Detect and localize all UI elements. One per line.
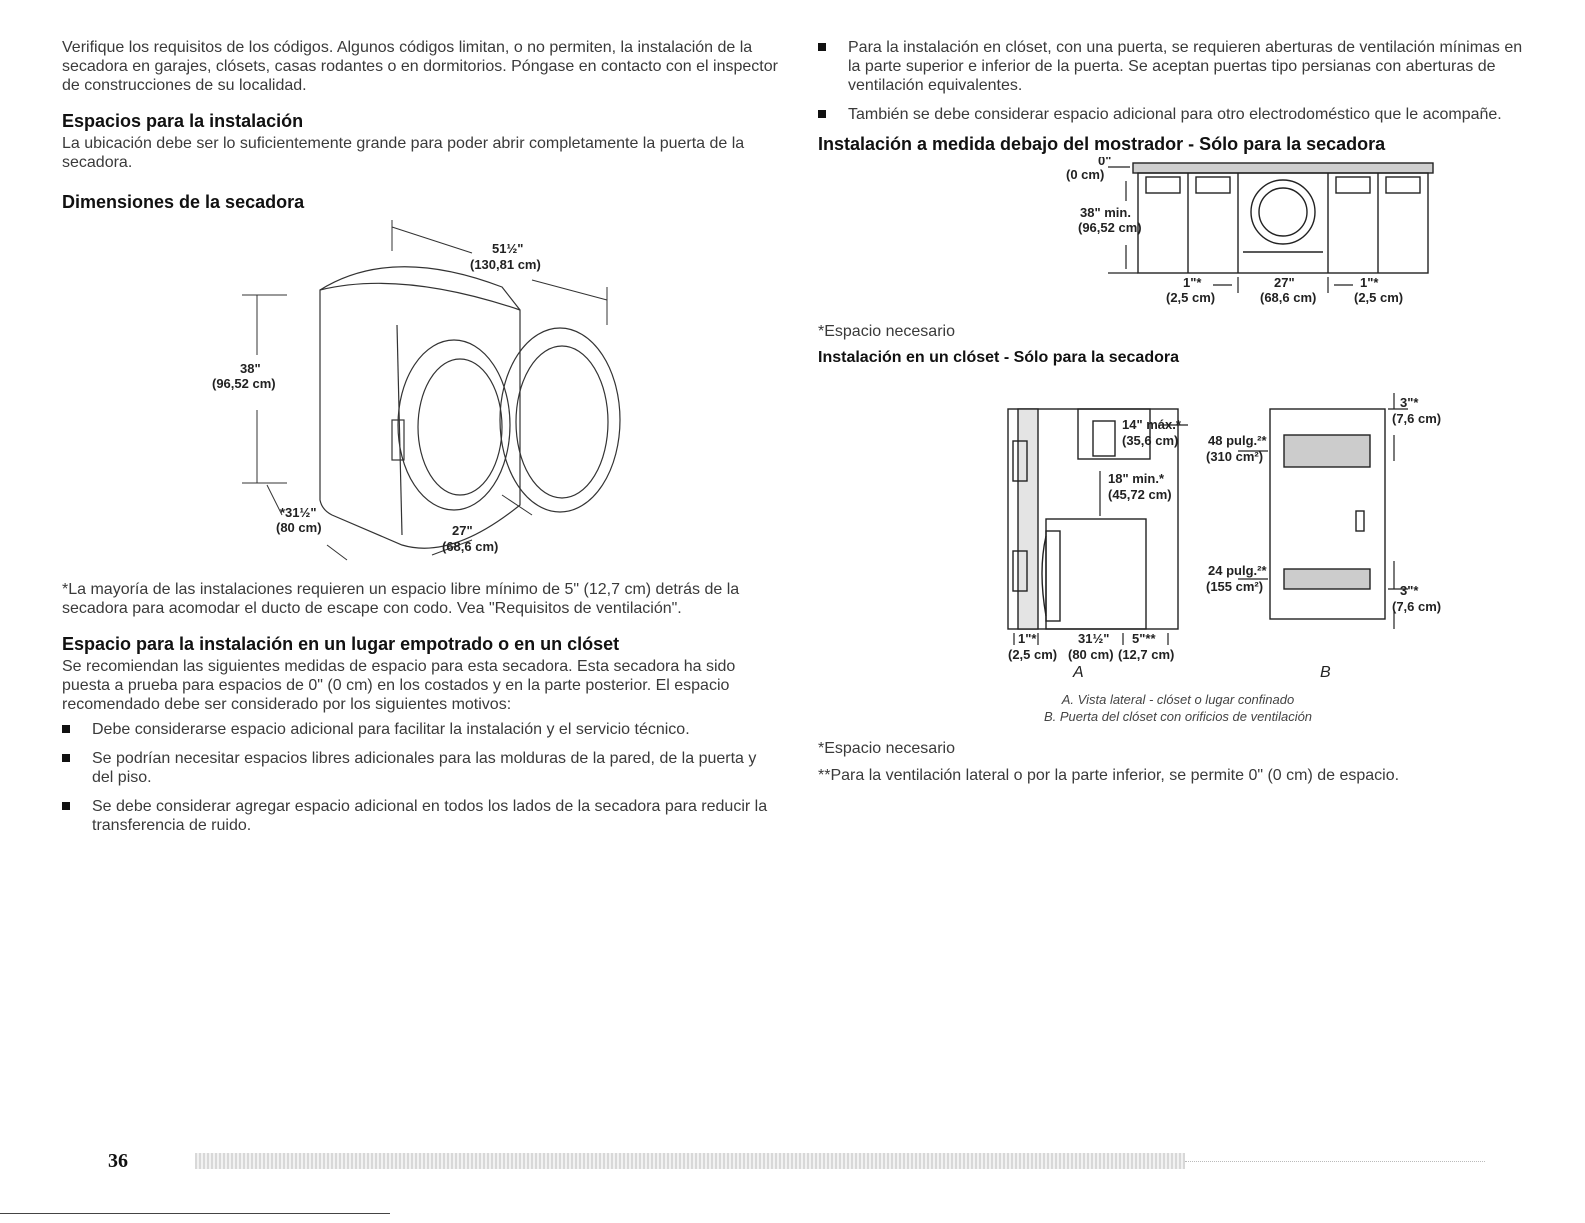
- dim-width: 27": [452, 523, 473, 538]
- cl-3-bottom: 3"*: [1400, 583, 1419, 598]
- dim-depth-cm: (80 cm): [276, 520, 322, 535]
- cl-bottom-31: 31½": [1078, 631, 1110, 646]
- closet-note-2: **Para la ventilación lateral o por la parte inferior, se permite 0" (0 cm) de espacio.: [818, 767, 1400, 784]
- left-column: [62, 38, 782, 845]
- list-item: Se podrían necesitar espacios libres adicionales para las molduras de la pared, de la puerta y del piso.: [62, 749, 782, 787]
- uc-side-right-cm: (2,5 cm): [1354, 290, 1404, 305]
- cl-top-max: 14" máx.*: [1122, 417, 1181, 432]
- uc-height: 38" min.: [1080, 205, 1131, 220]
- uc-top-cm: (0 cm): [1066, 167, 1105, 182]
- cl-bottom-5: 5"**: [1132, 631, 1156, 646]
- label-a: A: [1073, 664, 1084, 681]
- recess-paragraph: Se recomiendan las siguientes medidas de espacio para esta secadora. Esta secadora ha sido puesta a prueba para espacios de 0" (0 cm) en los costados y en la parte posterior. El espacio recomendado debe ser considerado por los siguientes motivos:: [62, 658, 736, 713]
- cl-3-top: 3"*: [1400, 395, 1419, 410]
- label-b: B: [1320, 664, 1331, 681]
- cl-bottom-5-cm: (12,7 cm): [1118, 647, 1175, 662]
- cl-bottom-1: 1"*: [1018, 631, 1037, 646]
- list-item: Para la instalación en clóset, con una puerta, se requieren aberturas de ventilación mínimas en la parte superior e inferior de la puerta. Se aceptan puertas tipo persianas con aberturas de ventilación equivalentes.: [818, 38, 1538, 95]
- intro-paragraph: Verifique los requisitos de los códigos. Algunos códigos limitan, o no permiten, la instalación de la secadora en garajes, clósets, casas rodantes o en dormitorios. Póngase en contacto con el inspector de construcciones de su localidad.: [62, 39, 778, 94]
- undercounter-figure: [898, 157, 1458, 322]
- dim-depth: *31½": [280, 505, 317, 520]
- page-number: 36: [108, 1150, 128, 1172]
- spaces-paragraph: La ubicación debe ser lo suficientemente grande para poder abrir completamente la puerta de la secadora.: [62, 135, 745, 171]
- cl-top-max-cm: (35,6 cm): [1122, 433, 1179, 448]
- cl-min: 18" min.*: [1108, 471, 1165, 486]
- list-item: También se debe considerar espacio adicional para otro electrodoméstico que le acompañe.: [818, 105, 1538, 124]
- closet-heading: Instalación en un clóset - Sólo para la secadora: [818, 349, 1179, 366]
- cl-bottom-31-cm: (80 cm): [1068, 647, 1114, 662]
- cl-vent-bottom: 24 pulg.²*: [1208, 563, 1267, 578]
- undercounter-note: *Espacio necesario: [818, 323, 955, 340]
- caption-b: B. Puerta del clóset con orificios de ventilación: [1043, 709, 1313, 724]
- uc-side-right: 1"*: [1360, 275, 1379, 290]
- list-item: Debe considerarse espacio adicional para facilitar la instalación y el servicio técnico.: [62, 720, 782, 739]
- uc-height-cm: (96,52 cm): [1078, 220, 1142, 235]
- uc-side-left: 1"*: [1183, 275, 1202, 290]
- dim-height: 38": [240, 361, 261, 376]
- closet-bullet-list: [818, 38, 1538, 124]
- uc-top: 0": [1098, 157, 1112, 168]
- dryer-dimensions-figure: [202, 215, 642, 570]
- footer-decorative-bar: [195, 1153, 1185, 1169]
- dim-height-cm: (96,52 cm): [212, 376, 276, 391]
- dim-open-depth: 51½": [492, 241, 524, 256]
- recess-bullet-list: [62, 720, 782, 835]
- undercounter-heading: Instalación a medida debajo del mostrador - Sólo para la secadora: [818, 134, 1386, 154]
- spaces-heading: Espacios para la instalación: [62, 111, 304, 131]
- closet-note-1: *Espacio necesario: [818, 740, 955, 757]
- list-item: Se debe considerar agregar espacio adicional en todos los lados de la secadora para reducir la transferencia de ruido.: [62, 797, 782, 835]
- dim-width-cm: (68,6 cm): [442, 539, 499, 554]
- right-column: [818, 38, 1538, 785]
- dim-open-depth-cm: (130,81 cm): [470, 257, 541, 272]
- cl-bottom-1-cm: (2,5 cm): [1008, 647, 1058, 662]
- cl-vent-top-cm: (310 cm²): [1206, 449, 1264, 464]
- closet-figure: [868, 371, 1488, 681]
- page-footer: [70, 1147, 1490, 1177]
- uc-width-cm: (68,6 cm): [1260, 290, 1317, 305]
- dimensions-footnote: *La mayoría de las instalaciones requieren un espacio libre mínimo de 5" (12,7 cm) detrás de la secadora para acomodar el ducto de escape con codo. Vea "Requisitos de ventilación".: [62, 581, 740, 617]
- cl-vent-top: 48 pulg.²*: [1208, 433, 1267, 448]
- cl-vent-bottom-cm: (155 cm²): [1206, 579, 1264, 594]
- cl-min-cm: (45,72 cm): [1108, 487, 1172, 502]
- uc-width: 27": [1274, 275, 1295, 290]
- footer-dotted-rule: [1185, 1161, 1485, 1162]
- dimensions-heading: Dimensiones de la secadora: [62, 192, 305, 212]
- bottom-rule: [0, 1213, 390, 1214]
- caption-a: A. Vista lateral - clóset o lugar confinado: [1061, 692, 1295, 707]
- recess-heading: Espacio para la instalación en un lugar empotrado o en un clóset: [62, 634, 620, 654]
- uc-side-left-cm: (2,5 cm): [1166, 290, 1216, 305]
- cl-3-bottom-cm: (7,6 cm): [1392, 599, 1442, 614]
- cl-3-top-cm: (7,6 cm): [1392, 411, 1442, 426]
